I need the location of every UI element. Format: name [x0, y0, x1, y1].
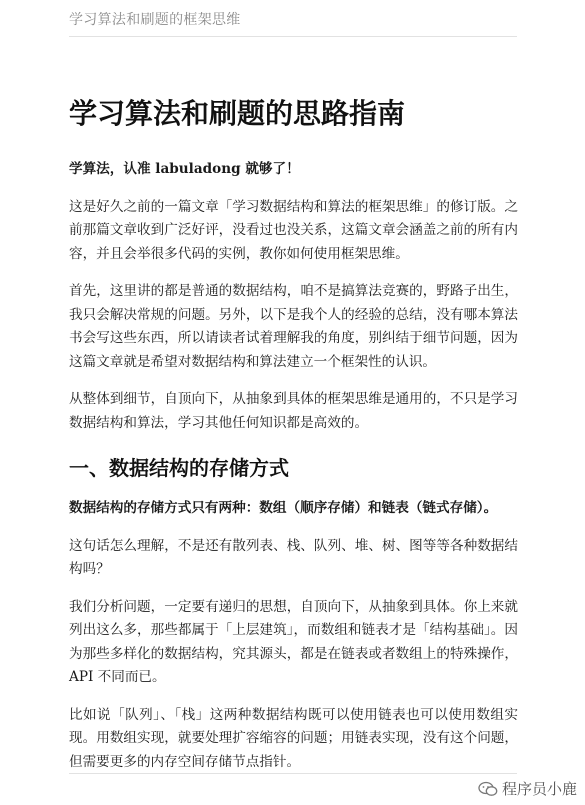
section-key-statement: 数据结构的存储方式只有两种：数组（顺序存储）和链表（链式存储）。: [69, 500, 498, 516]
lead-statement: 学算法，认准 labuladong 就够了！: [69, 161, 300, 177]
section-paragraph: 这句话怎么理解，不是还有散列表、栈、队列、堆、树、图等等各种数据结构吗？: [69, 537, 518, 577]
intro-paragraph: 首先，这里讲的都是普通的数据结构，咱不是搞算法竞赛的，野路子出生，我只会解决常规的问题。另外，以下是我个人的经验的总结，没有哪本算法书会写这些东西，所以请读者试着理解我的角度，别纠结于细节问题，因为这篇文章就是希望对数据结构和算法建立一个框架性的认识。: [69, 283, 518, 370]
section-paragraph: 我们分析问题，一定要有递归的思想，自顶向下，从抽象到具体。你上来就列出这么多，那些都属于「上层建筑」，而数组和链表才是「结构基础」。因为那些多样化的数据结构，究其源头，都是在链表或者数组上的特殊操作，API 不同而已。: [69, 598, 518, 685]
section-paragraph: 比如说「队列」、「栈」这两种数据结构既可以使用链表也可以使用数组实现。用数组实现，就要处理扩容缩容的问题；用链表实现，没有这个问题，但需要更多的内存空间存储节点指针。: [69, 706, 518, 770]
watermark-text: 程序员小鹿: [501, 780, 577, 798]
intro-paragraph: 这是好久之前的一篇文章「学习数据结构和算法的框架思维」的修订版。之前那篇文章收到广泛好评，没看过也没关系，这篇文章会涵盖之前的所有内容，并且会举很多代码的实例，教你如何使用框架思维。: [69, 198, 518, 262]
document-title: 学习算法和刷题的思路指南: [69, 97, 406, 130]
section-heading: 一、数据结构的存储方式: [69, 456, 289, 480]
article-body: [69, 94, 518, 788]
header-divider: [69, 36, 517, 37]
wechat-icon: [478, 781, 498, 797]
intro-paragraph: 从整体到细节，自顶向下，从抽象到具体的框架思维是通用的，不只是学习数据结构和算法，学习其他任何知识都是高效的。: [69, 391, 518, 431]
running-header-title: 学习算法和刷题的框架思维: [69, 12, 241, 28]
watermark: [478, 778, 577, 799]
footer-divider: [69, 773, 517, 774]
